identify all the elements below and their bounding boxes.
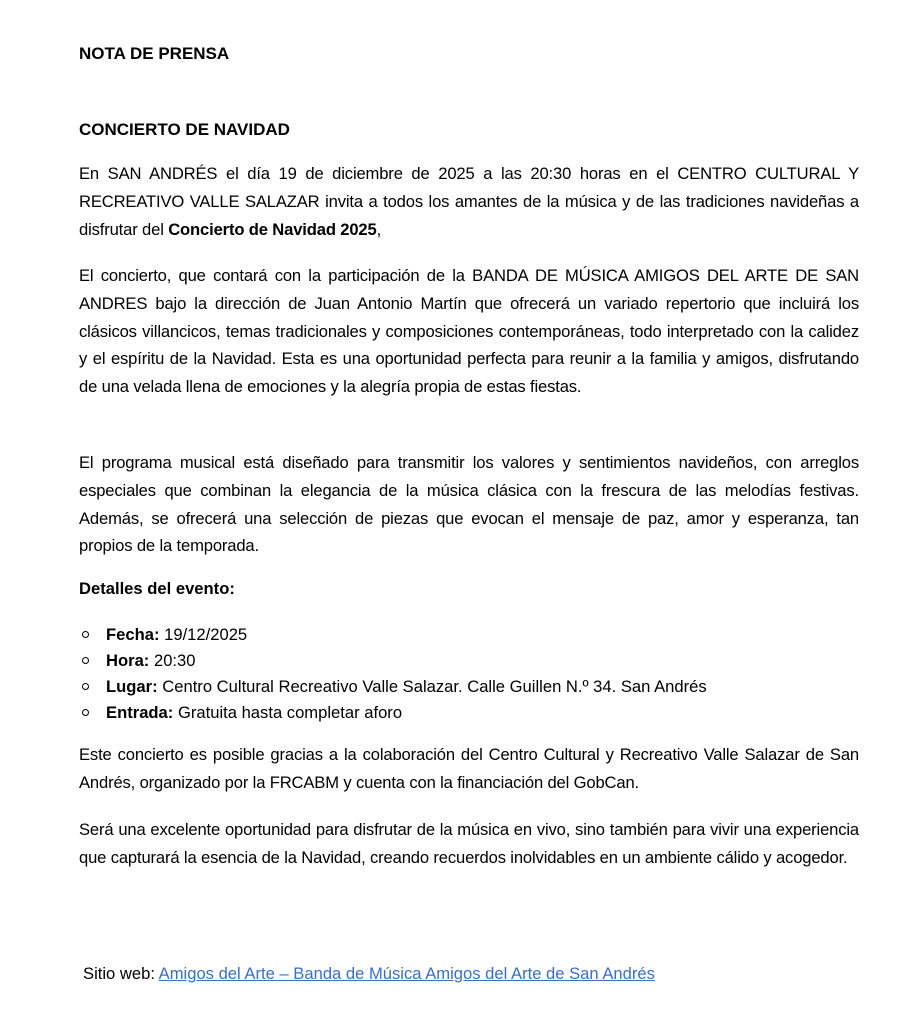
detail-item-hora: [79, 648, 707, 674]
bullet-circle-icon: [82, 657, 89, 664]
detail-value: 20:30: [153, 651, 196, 670]
detail-item-fecha: [79, 622, 707, 648]
detail-item-lugar: [79, 674, 707, 700]
detail-label: Hora:: [106, 651, 150, 670]
website-link[interactable]: Amigos del Arte – Banda de Música Amigos del Arte de San Andrés: [158, 964, 655, 983]
detail-value: Centro Cultural Recreativo Valle Salazar. Calle Guillen N.º 34. San Andrés: [162, 677, 707, 696]
bullet-circle-icon: [82, 709, 89, 716]
paragraph-closing: Será una excelente oportunidad para disfrutar de la música en vivo, sino también para vivir una experiencia que capturará la esencia de la Navidad, creando recuerdos inolvidables en un ambiente cálido y acogedor.: [79, 820, 859, 867]
detail-value: 19/12/2025: [164, 625, 248, 644]
detail-label: Entrada:: [106, 703, 174, 722]
website-label: Sitio web:: [83, 964, 159, 983]
document-title: NOTA DE PRENSA: [79, 44, 230, 63]
document-subtitle: CONCIERTO DE NAVIDAD: [79, 120, 290, 139]
intro-paragraph: [79, 160, 859, 243]
details-list: [79, 622, 707, 726]
detail-label: Fecha:: [106, 625, 160, 644]
concert-name: Concierto de Navidad 2025: [168, 219, 377, 239]
intro-text: En SAN ANDRÉS el día 19 de diciembre de 2025 a las 20:30 horas en el CENTRO CULTURAL Y RECREATIVO VALLE SALAZAR invita a todos los amantes de la música y de las tradiciones navideñas a disfrutar del: [79, 164, 859, 239]
paragraph-program: El programa musical está diseñado para transmitir los valores y sentimientos navideños, con arreglos especiales que combinan la elegancia de la música clásica con la frescura de las melodías festivas. Además, se ofrecerá una selección de piezas que evocan el mensaje de paz, amor y esperanza, tan propios de la temporada.: [79, 453, 859, 556]
details-heading: Detalles del evento:: [79, 579, 235, 598]
detail-item-entrada: [79, 700, 707, 726]
bullet-circle-icon: [82, 683, 89, 690]
detail-value: Gratuita hasta completar aforo: [177, 703, 403, 722]
paragraph-concert: El concierto, que contará con la participación de la BANDA DE MÚSICA AMIGOS DEL ARTE DE SAN ANDRES bajo la dirección de Juan Antonio Martín que ofrecerá un variado repertorio que incluirá los clásicos villancicos, temas tradicionales y composiciones contemporáneas, todo interpretado con la calidez y el espíritu de la Navidad. Esta es una oportunidad perfecta para reunir a la familia y amigos, disfrutando de una velada llena de emociones y la alegría propia de estas fiestas.: [79, 266, 859, 397]
paragraph-collaboration: Este concierto es posible gracias a la colaboración del Centro Cultural y Recreativo Valle Salazar de San Andrés, organizado por la FRCABM y cuenta con la financiación del GobCan.: [79, 745, 859, 792]
bullet-circle-icon: [82, 631, 89, 638]
intro-end: ,: [376, 219, 382, 239]
website-line: [83, 964, 655, 984]
detail-label: Lugar:: [106, 677, 158, 696]
